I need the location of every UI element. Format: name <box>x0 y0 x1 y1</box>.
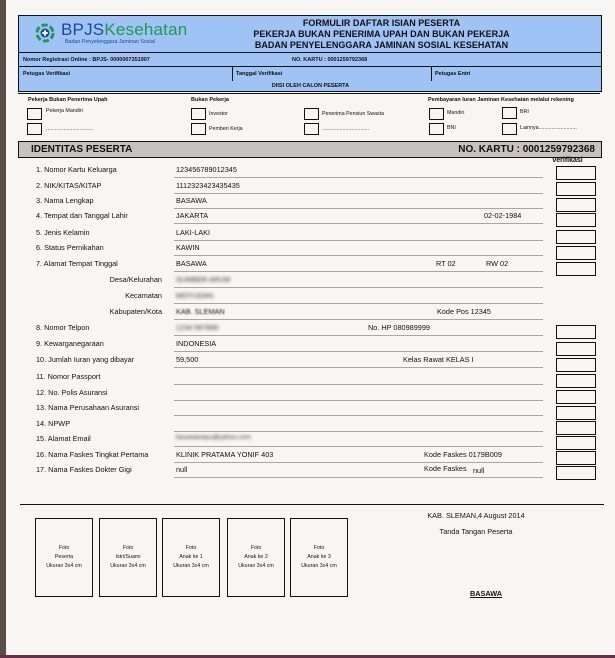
identity-card-number: NO. KARTU : 0001259792368 <box>458 144 595 155</box>
category-caption: DIISI OLEH CALON PESERTA <box>271 83 350 89</box>
field-value-telpon: 1234 567890 <box>176 323 219 332</box>
field-label: 10. Jumlah Iuran yang dibayar <box>36 355 135 364</box>
verifikasi-checkbox[interactable] <box>556 166 596 180</box>
field-value-kabupaten: KAB. SLEMAN <box>176 307 225 316</box>
identity-title: IDENTITAS PESERTA <box>31 144 133 155</box>
field-label: 17. Nama Faskes Dokter Gigi <box>36 465 132 474</box>
divider <box>20 504 604 505</box>
field-value-email: basawacepu@yahoo.com <box>176 434 251 441</box>
field-value-nik: 1112323423435435 <box>176 181 240 190</box>
bpjs-logo <box>19 16 214 52</box>
field-value-tempat-lahir: JAKARTA <box>176 211 209 220</box>
field-value-tanggal-lahir: 02-02-1984 <box>484 211 522 220</box>
checkbox-investor[interactable] <box>191 108 206 120</box>
field-label: 6. Status Pernikahan <box>36 243 104 252</box>
field-label: Kecamatan <box>125 291 162 300</box>
field-label: 4. Tempat dan Tanggal Lahir <box>36 211 128 220</box>
registration-row <box>19 52 601 67</box>
form-title: FORMULIR DAFTAR ISIAN PESERTA PEKERJA BUKAN PENERIMA UPAH DAN BUKAN PEKERJA BADAN PENYELENGGARA JAMINAN SOSIAL KESEHATAN <box>253 18 510 50</box>
verifikasi-checkbox[interactable] <box>556 390 596 404</box>
signature-caption: Tanda Tangan Peserta <box>439 527 513 536</box>
form-header <box>18 15 602 92</box>
verifikasi-checkbox[interactable] <box>556 406 596 420</box>
verifikasi-checkbox[interactable] <box>556 262 596 276</box>
field-value-rt: RT 02 <box>436 259 456 268</box>
checkbox-bri[interactable] <box>502 107 517 119</box>
verifikasi-checkbox[interactable] <box>556 421 596 435</box>
field-label: 9. Kewarganegaraan <box>36 339 104 348</box>
verifikasi-checkbox[interactable] <box>556 198 596 212</box>
field-label: 1. Nomor Kartu Keluarga <box>36 165 117 174</box>
verifikasi-checkbox[interactable] <box>556 182 596 196</box>
field-value-kk: 123456789012345 <box>176 165 237 174</box>
checkbox-lainnya[interactable] <box>502 123 517 135</box>
petugas-entri-label: Petugas Entri <box>435 71 471 77</box>
verifikasi-header: Verifikasi <box>552 157 583 164</box>
verifikasi-checkbox[interactable] <box>556 466 596 480</box>
checkbox-pekerja-mandiri[interactable] <box>27 108 42 120</box>
verifikasi-checkbox[interactable] <box>556 325 596 339</box>
field-label: 5. Jenis Kelamin <box>36 228 90 237</box>
verifikasi-checkbox[interactable] <box>556 230 596 244</box>
bpjs-logo-icon <box>35 23 55 43</box>
header-card-number: NO. KARTU : 0001259792368 <box>292 57 368 63</box>
field-label: 14. NPWP <box>36 419 71 428</box>
verifikasi-checkbox[interactable] <box>556 246 596 260</box>
field-value-hp: No. HP 080989999 <box>368 323 430 332</box>
photo-box-anak-1[interactable]: Foto Anak ke 1 Ukuran 3x4 cm <box>162 518 220 597</box>
signature-place-date: KAB. SLEMAN,4 August 2014 <box>427 511 525 520</box>
form-page: BPJSKesehatan Badan Penyelenggara Jaminan Sosial FORMULIR DAFTAR ISIAN PESERTA PEKERJA BUKAN PENERIMA UPAH DAN BUKAN PEKERJA BADAN PENYELENGGARA JAMINAN SOSIAL KESEHATAN Nomor Registrasi Online : BPJS- 0000007351907 NO. KARTU : 0001259792368 Petugas Verifikasi Tanggal Verifikasi Petugas Entri DIISI OLEH CALON PESERTA Pekerja Bukan Penerima Upah Pekerja Mandiri ................................ Bukan Pekerja Investor Pemberi Kerja Penerima Pensiun Swasta ................................ Pembayaran Iuran Jaminan Kesehatan melalui rekening Mandiri BRI BNI Lainnya.......................... IDENTITAS PESERTA NO. KARTU : 0001259792368 Verifikasi 1. Nomor Kartu Keluarga 123456789012345 2. NIK/KITAS/KITAP 1112323423435435 3. Nama Lengkap BASAWA 4. Tempat dan Tanggal Lahir JAKARTA 02-02-1984 5. Jenis Kelamin LAKI-LAKI 6. Status Pernikahan KAWIN 7. Alamat Tempat Tinggal BASAWA RT 02 RW 02 Desa/Kelurahan SUMBER ARUM Kecamatan MOYUDAN Kabupaten/Kota KAB. SLEMAN Kode Pos 12345 8. Nomor Telpon 1234 567890 No. HP 080989999 9. Kewarganegaraan INDONESIA 10. Jumlah Iuran yang dibayar 59,500 Kelas Rawat KELAS I 11. Nomor Passport 12. No. Polis Asuransi 13. Nama Perusahaan Asuransi 14. NPWP 15. Alamat Email basawacepu@yahoo.com 16. Nama Faskes Tingkat Pertama KLINIK PRATAMA YONIF 403 Kode Faskes 0179B009 17. Nama Faskes Dokter Gigi null Kode Faskes null Foto Peserta Ukuran 3x4 cm Foto Istri/Suami Ukuran 3x4 cm Foto Anak ke 1 Ukuran 3x4 cm Foto Anak ke 2 Ukuran 3x4 cm Foto Anak ke 3 Ukuran 3x4 cm KAB. SLEMAN,4 August 2014 Tanda Tangan Peserta BASAWA <box>6 0 615 655</box>
field-label: Kabupaten/Kota <box>109 307 162 316</box>
field-label: 2. NIK/KITAS/KITAP <box>36 181 102 190</box>
verifikasi-checkbox[interactable] <box>556 342 596 356</box>
photo-box-anak-2[interactable]: Foto Anak ke 2 Ukuran 3x4 cm <box>227 518 285 597</box>
field-label: 8. Nomor Telpon <box>36 323 90 332</box>
field-value-status: KAWIN <box>176 243 200 252</box>
field-value-iuran: 59,500 <box>176 355 199 364</box>
field-label: 3. Nama Lengkap <box>36 196 94 205</box>
verifikasi-checkbox[interactable] <box>556 213 596 227</box>
logo-tagline: Badan Penyelenggara Jaminan Sosial <box>65 39 155 45</box>
field-value-rw: RW 02 <box>486 259 509 268</box>
verifikasi-checkbox[interactable] <box>556 374 596 388</box>
logo-title: BPJSKesehatan <box>61 20 188 39</box>
officer-row <box>19 66 601 81</box>
field-value-alamat: BASAWA <box>176 259 207 268</box>
checkbox-bni[interactable] <box>429 123 444 135</box>
photo-box-anak-3[interactable]: Foto Anak ke 3 Ukuran 3x4 cm <box>290 518 348 597</box>
field-label: 15. Alamat Email <box>36 434 91 443</box>
checkbox-pbpu-other[interactable] <box>27 123 42 135</box>
payment-title: Pembayaran Iuran Jaminan Kesehatan melalui rekening <box>428 97 574 103</box>
field-value-kode-faskes-gigi-label: Kode Faskes <box>424 464 467 473</box>
field-label: 7. Alamat Tempat Tinggal <box>36 259 118 268</box>
signature-name: BASAWA <box>469 589 503 598</box>
bukan-pekerja-title: Bukan Pekerja <box>191 97 229 103</box>
field-label: 13. Nama Perusahaan Asuransi <box>36 403 140 412</box>
tanggal-verifikasi-label: Tanggal Verifikasi <box>236 71 283 77</box>
field-label: 12. No. Polis Asuransi <box>36 388 108 397</box>
pbpu-title: Pekerja Bukan Penerima Upah <box>28 97 108 103</box>
field-value-kewarganegaraan: INDONESIA <box>176 339 217 348</box>
field-value-faskes-1: KLINIK PRATAMA YONIF 403 <box>176 450 274 459</box>
identity-section-header <box>18 141 602 158</box>
petugas-verifikasi-label: Petugas Verifikasi <box>23 71 71 77</box>
field-value-desa: SUMBER ARUM <box>176 275 231 284</box>
verifikasi-checkbox[interactable] <box>556 451 596 465</box>
field-value-jenis-kelamin: LAKI-LAKI <box>176 228 211 237</box>
checkbox-mandiri[interactable] <box>429 108 444 120</box>
checkbox-pemberi-kerja[interactable] <box>191 123 206 135</box>
field-label: Desa/Kelurahan <box>109 275 162 284</box>
field-label: 11. Nomor Passport <box>36 372 101 381</box>
field-value-nama: BASAWA <box>176 196 207 205</box>
photo-box-peserta[interactable]: Foto Peserta Ukuran 3x4 cm <box>35 518 93 597</box>
checkbox-penerima-pensiun-swasta[interactable] <box>304 108 319 120</box>
field-value-faskes-gigi: null <box>176 465 188 474</box>
checkbox-bp-other[interactable] <box>304 123 319 135</box>
divider <box>18 93 600 94</box>
field-value-kelas-rawat: Kelas Rawat KELAS I <box>403 355 474 364</box>
verifikasi-checkbox[interactable] <box>556 358 596 372</box>
registration-number: Nomor Registrasi Online : BPJS- 0000007351907 <box>23 57 150 63</box>
field-label: 16. Nama Faskes Tingkat Pertama <box>36 450 149 459</box>
verifikasi-checkbox[interactable] <box>556 436 596 450</box>
field-value-kode-faskes-gigi: null <box>473 466 485 475</box>
field-value-kode-faskes-1: Kode Faskes 0179B009 <box>424 450 502 459</box>
photo-box-istri-suami[interactable]: Foto Istri/Suami Ukuran 3x4 cm <box>99 518 157 597</box>
field-value-kode-pos: Kode Pos 12345 <box>437 307 491 316</box>
field-value-kecamatan: MOYUDAN <box>176 291 214 300</box>
